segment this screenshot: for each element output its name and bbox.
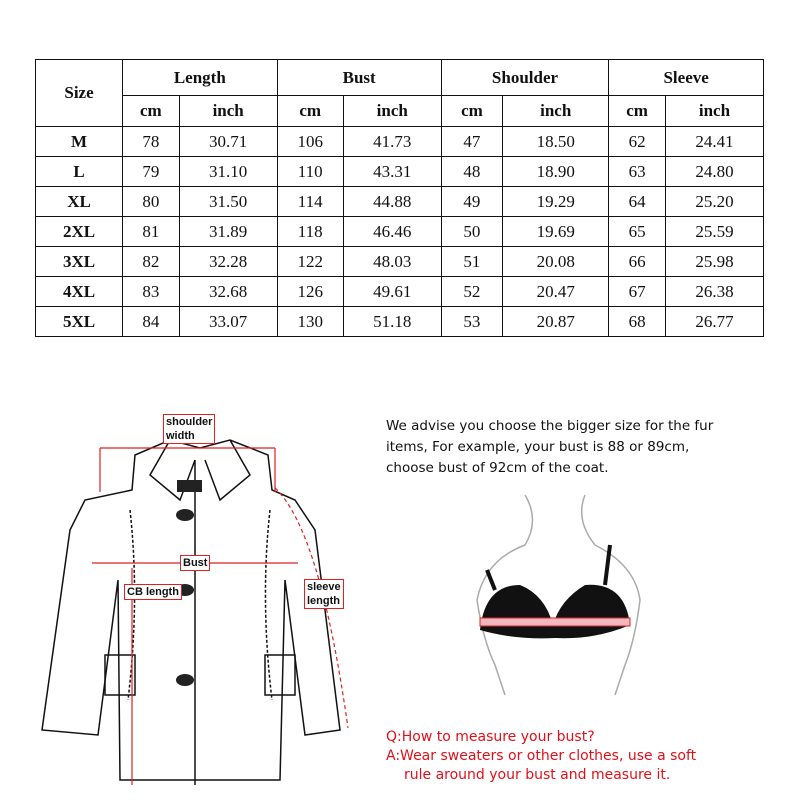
value-cell: 20.08 [503, 247, 609, 277]
value-cell: 47 [441, 127, 502, 157]
value-cell: 126 [277, 277, 343, 307]
value-cell: 53 [441, 307, 502, 337]
value-cell: 81 [123, 217, 180, 247]
table-row [36, 217, 764, 247]
value-cell: 31.10 [179, 157, 277, 187]
unit-header: cm [441, 96, 502, 127]
unit-header: inch [179, 96, 277, 127]
table-row [36, 157, 764, 187]
value-cell: 79 [123, 157, 180, 187]
advice-text: We advise you choose the bigger size for the fur items, For example, your bust is 88 or 89cm, choose bust of 92cm of the coat. [386, 418, 714, 476]
group-header: Bust [277, 60, 441, 96]
value-cell: 24.80 [665, 157, 763, 187]
size-cell: 2XL [36, 217, 123, 247]
value-cell: 78 [123, 127, 180, 157]
size-cell: 3XL [36, 247, 123, 277]
value-cell: 63 [609, 157, 666, 187]
table-row [36, 127, 764, 157]
unit-header: cm [277, 96, 343, 127]
value-cell: 65 [609, 217, 666, 247]
bust-measure-qa: Q:How to measure your bust? A:Wear sweaters or other clothes, use a soft rule around your bust and measure it. [386, 729, 697, 783]
value-cell: 122 [277, 247, 343, 277]
value-cell: 51.18 [343, 307, 441, 337]
value-cell: 24.41 [665, 127, 763, 157]
value-cell: 32.28 [179, 247, 277, 277]
size-cell: 4XL [36, 277, 123, 307]
value-cell: 52 [441, 277, 502, 307]
value-cell: 67 [609, 277, 666, 307]
value-cell: 66 [609, 247, 666, 277]
table-row [36, 187, 764, 217]
value-cell: 114 [277, 187, 343, 217]
value-cell: 19.29 [503, 187, 609, 217]
value-cell: 32.68 [179, 277, 277, 307]
value-cell: 82 [123, 247, 180, 277]
value-cell: 20.47 [503, 277, 609, 307]
group-header: Shoulder [441, 60, 609, 96]
value-cell: 48 [441, 157, 502, 187]
value-cell: 62 [609, 127, 666, 157]
value-cell: 130 [277, 307, 343, 337]
value-cell: 30.71 [179, 127, 277, 157]
value-cell: 18.50 [503, 127, 609, 157]
value-cell: 110 [277, 157, 343, 187]
value-cell: 26.38 [665, 277, 763, 307]
unit-header: inch [343, 96, 441, 127]
value-cell: 19.69 [503, 217, 609, 247]
table-row [36, 307, 764, 337]
value-cell: 68 [609, 307, 666, 337]
table-row [36, 247, 764, 277]
group-header: Length [123, 60, 278, 96]
size-table [35, 59, 764, 337]
value-cell: 41.73 [343, 127, 441, 157]
value-cell: 25.98 [665, 247, 763, 277]
value-cell: 118 [277, 217, 343, 247]
size-cell: 5XL [36, 307, 123, 337]
bust-measure-illustration [465, 490, 655, 705]
value-cell: 25.20 [665, 187, 763, 217]
sleeve-length-label: sleeve length [304, 579, 344, 609]
value-cell: 46.46 [343, 217, 441, 247]
unit-header: cm [609, 96, 666, 127]
value-cell: 48.03 [343, 247, 441, 277]
size-header: Size [36, 60, 123, 127]
value-cell: 49.61 [343, 277, 441, 307]
size-cell: M [36, 127, 123, 157]
unit-header: inch [503, 96, 609, 127]
value-cell: 20.87 [503, 307, 609, 337]
value-cell: 44.88 [343, 187, 441, 217]
value-cell: 33.07 [179, 307, 277, 337]
value-cell: 50 [441, 217, 502, 247]
value-cell: 26.77 [665, 307, 763, 337]
cb-length-label: CB length [124, 584, 182, 600]
value-cell: 51 [441, 247, 502, 277]
value-cell: 18.90 [503, 157, 609, 187]
size-cell: XL [36, 187, 123, 217]
value-cell: 106 [277, 127, 343, 157]
value-cell: 83 [123, 277, 180, 307]
value-cell: 43.31 [343, 157, 441, 187]
value-cell: 84 [123, 307, 180, 337]
value-cell: 31.89 [179, 217, 277, 247]
table-row [36, 277, 764, 307]
shoulder-width-label: shoulder width [163, 414, 215, 444]
value-cell: 31.50 [179, 187, 277, 217]
value-cell: 49 [441, 187, 502, 217]
value-cell: 64 [609, 187, 666, 217]
group-header: Sleeve [609, 60, 764, 96]
value-cell: 80 [123, 187, 180, 217]
bust-label: Bust [180, 555, 210, 571]
unit-header: cm [123, 96, 180, 127]
value-cell: 25.59 [665, 217, 763, 247]
unit-header: inch [665, 96, 763, 127]
size-cell: L [36, 157, 123, 187]
